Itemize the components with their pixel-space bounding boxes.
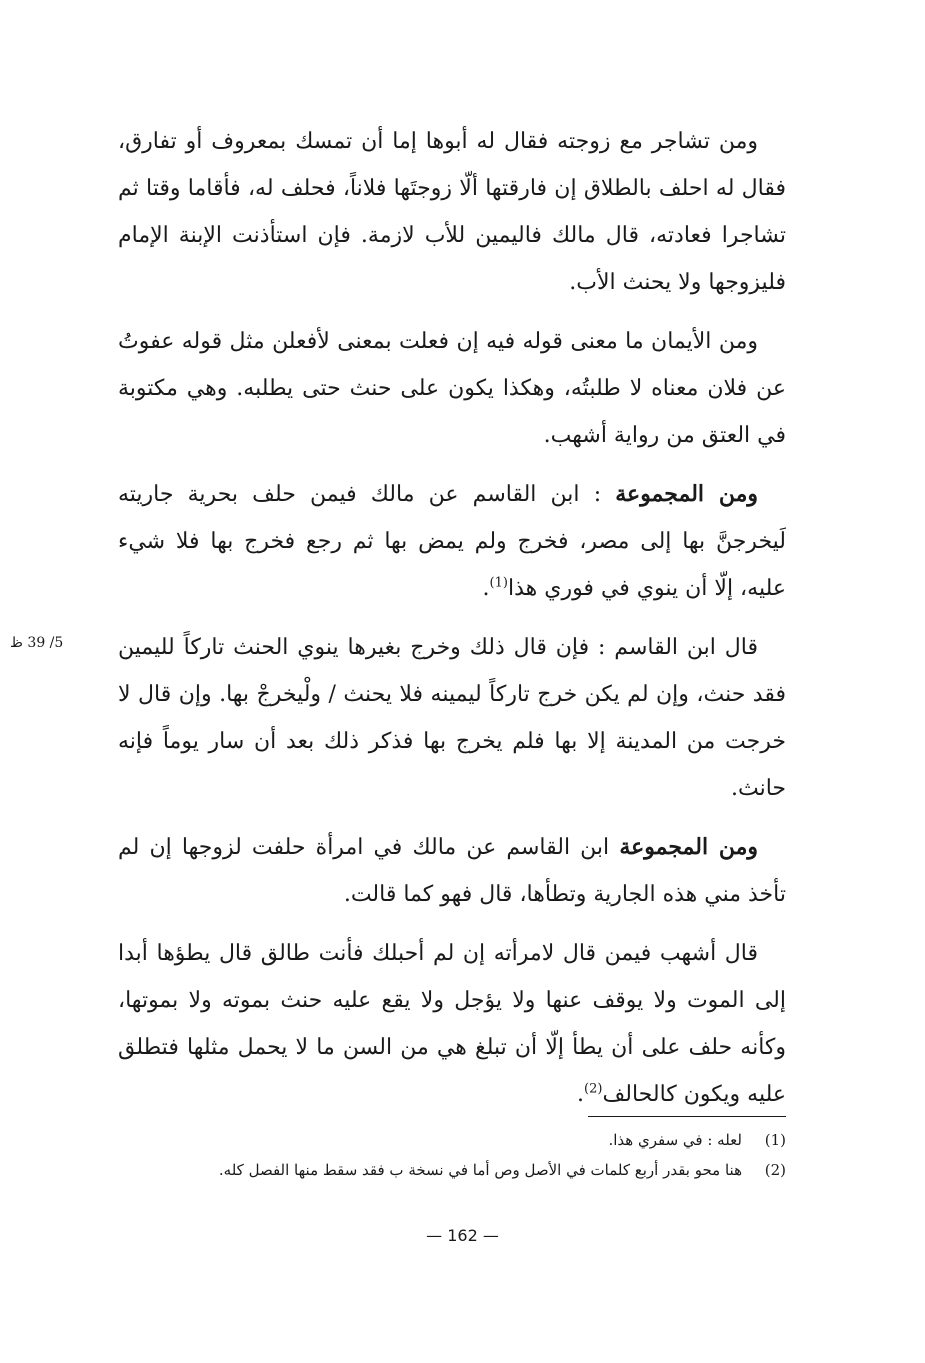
paragraph-2 bbox=[118, 318, 786, 459]
main-text bbox=[118, 118, 786, 1130]
paragraph-text: قال ابن القاسم : فإن قال ذلك وخرج بغيرها ينوي الحنث تاركاً لليمين فقد حنث، وإن لم يكن خرج تاركاً ليمينه فلا يحنث / ولْيخرجْ بها. وإن قال لا خرجت من المدينة إلا بها فلم يخرج بها فذكر ذلك بعد أن سار يوماً فإنه حانث. bbox=[118, 635, 786, 801]
footnote-text: هنا محو بقدر أربع كلمات في الأصل وص أما في نسخة ب فقد سقط منها الفصل كله. bbox=[218, 1161, 742, 1179]
source-title: ومن المجموعة bbox=[619, 834, 759, 860]
paragraph-1 bbox=[118, 118, 786, 306]
footnote-1 bbox=[118, 1125, 786, 1155]
footnote-number: (1) bbox=[764, 1131, 786, 1149]
manuscript-folio-note: 5/ 39 ظ bbox=[10, 635, 64, 651]
paragraph-6 bbox=[118, 930, 786, 1118]
paragraph-text: قال أشهب فيمن قال لامرأته إن لم أحبلك فأنت طالق قال يطؤها أبدا إلى الموت ولا يوقف عنها ولا يؤجل ولا يقع عليه حنث بموته ولا بموتها، وكأنه حلف على أن يطأ إلّا أن تبلغ هي من السن ما لا يحمل مثلها فتطلق عليه ويكون كالحالف bbox=[118, 941, 786, 1107]
footnote-2 bbox=[118, 1155, 786, 1185]
paragraph-5 bbox=[118, 824, 786, 918]
paragraph-4 bbox=[118, 624, 786, 812]
paragraph-text: ومن الأيمان ما معنى قوله فيه إن فعلت بمعنى لأفعلن مثل قوله عفوتُ عن فلان معناه لا طلبتُه، وهكذا يكون على حنث حتى يطلبه. وهي مكتوبة في العتق من رواية أشهب. bbox=[118, 329, 786, 448]
footnote-divider bbox=[588, 1116, 786, 1117]
paragraph-text: ابن القاسم عن مالك في امرأة حلفت لزوجها إن لم تأخذ مني هذه الجارية وتطأها، قال فهو كما قالت. bbox=[118, 835, 786, 907]
paragraph-text: ومن تشاجر مع زوجته فقال له أبوها إما أن تمسك بمعروف أو تفارق، فقال له احلف بالطلاق إن فارقتها ألّا زوجتَها فلاناً، فحلف له، فأقاما وقتا ثم تشاجرا فعادته، قال مالك فاليمين للأب لازمة. فإن استأذنت الإبنة الإمام فليزوجها ولا يحنث الأب. bbox=[118, 129, 786, 295]
footnote-marker: (1) bbox=[489, 575, 508, 591]
paragraph-text: : ابن القاسم عن مالك فيمن حلف بحرية جاريته لَيخرجنَّ بها إلى مصر، فخرج ولم يمض بها ثم رجع فخرج بها فلا شيء عليه، إلّا أن ينوي في فوري هذا bbox=[118, 482, 786, 601]
footnotes bbox=[118, 1125, 786, 1185]
paragraph-end: . bbox=[482, 576, 490, 601]
page-number: — 162 — bbox=[426, 1226, 499, 1245]
paragraph-end: . bbox=[577, 1082, 585, 1107]
paragraph-3 bbox=[118, 471, 786, 612]
footnote-text: لعله : في سفري هذا. bbox=[608, 1131, 742, 1149]
footnote-number: (2) bbox=[764, 1161, 786, 1179]
source-title: ومن المجموعة bbox=[615, 481, 758, 507]
footnote-marker: (2) bbox=[584, 1081, 603, 1097]
